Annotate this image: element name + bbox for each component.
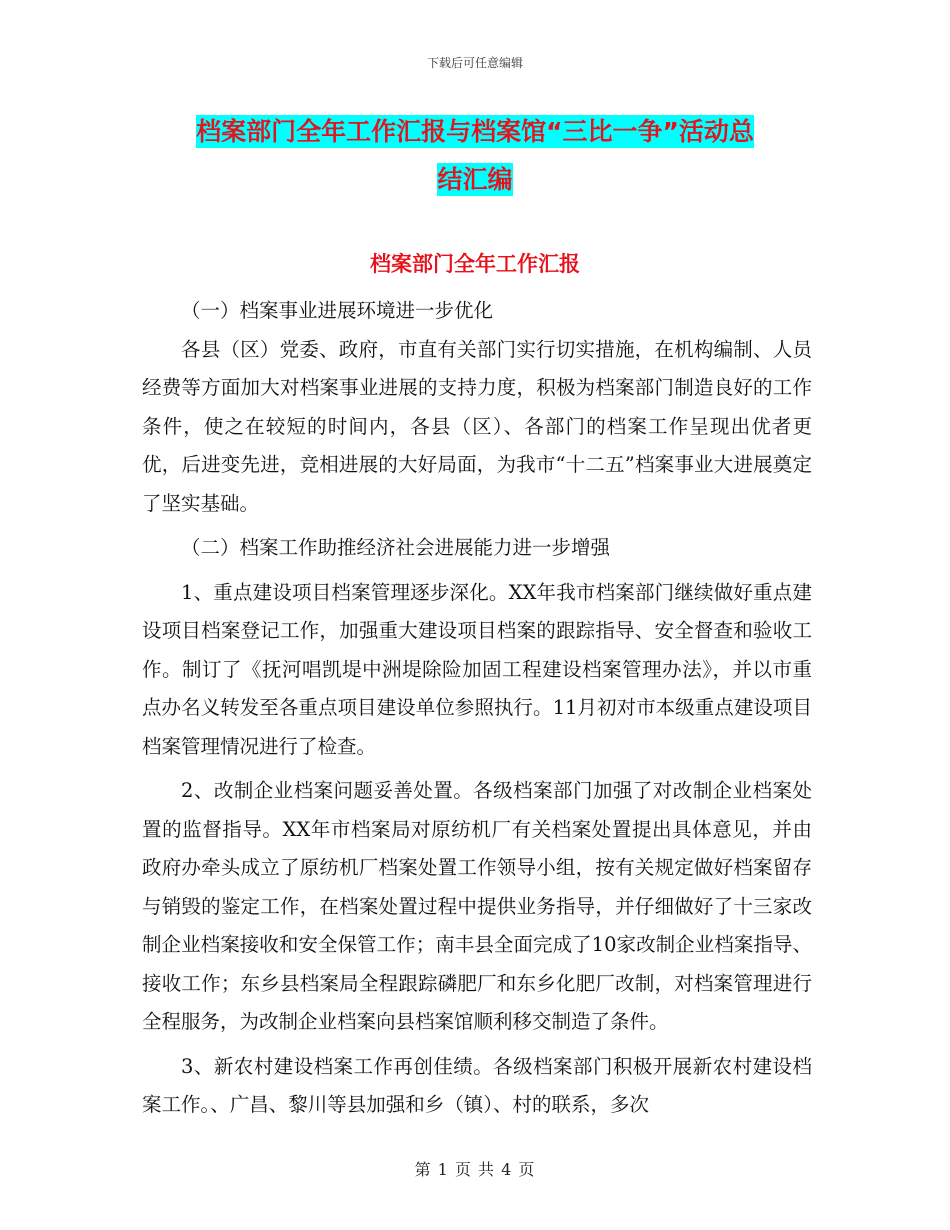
document-title-line-1: 档案部门全年工作汇报与档案馆“三比一争”活动总 <box>196 117 754 146</box>
header-note: 下载后可任意编辑 <box>426 56 523 70</box>
section-title: 档案部门全年工作汇报 <box>370 252 580 276</box>
body-text <box>142 292 812 1125</box>
page-number-footer: 第 1 页 共 4 页 <box>414 1160 536 1179</box>
paragraph: 1、重点建设项目档案管理逐步深化。XX年我市档案部门继续做好重点建设项目档案登记工作，加强重大建设项目档案的跟踪指导、安全督查和验收工作。制订了《抚河唱凯堤中洲堤除险加固工程建设档案管理办法》，并以市重点办名义转发至各重点项目建设单位参照执行。11月初对市本级重点建设项目档案管理情况进行了检查。 <box>142 580 812 758</box>
paragraph-heading-1: （一）档案事业进展环境进一步优化 <box>181 299 494 322</box>
paragraph: 2、改制企业档案问题妥善处置。各级档案部门加强了对改制企业档案处置的监督指导。XX年市档案局对原纺机厂有关档案处置提出具体意见，并由政府办牵头成立了原纺机厂档案处置工作领导小组，按有关规定做好档案留存与销毁的鉴定工作，在档案处置过程中提供业务指导，并仔细做好了十三家改制企业档案接收和安全保管工作；南丰县全面完成了10家改制企业档案指导、接收工作；东乡县档案局全程跟踪磷肥厂和东乡化肥厂改制，对档案管理进行全程服务，为改制企业档案向县档案馆顺利移交制造了条件。 <box>142 779 812 1033</box>
paragraph-heading-2: （二）档案工作助推经济社会进展能力进一步增强 <box>181 536 611 559</box>
paragraph: 3、新农村建设档案工作再创佳绩。各级档案部门积极开展新农村建设档案工作。、广昌、黎川等县加强和乡（镇）、村的联系，多次 <box>142 1054 812 1116</box>
paragraph: 各县（区）党委、政府，市直有关部门实行切实措施，在机构编制、人员经费等方面加大对档案事业进展的支持力度，积极为档案部门制造良好的工作条件，使之在较短的时间内，各县（区）、各部门的档案工作呈现出优者更优，后进变先进，竞相进展的大好局面，为我市“十二五”档案事业大进展奠定了坚实基础。 <box>142 337 812 515</box>
document-title-line-2: 结汇编 <box>437 165 513 194</box>
document-title <box>130 108 820 204</box>
